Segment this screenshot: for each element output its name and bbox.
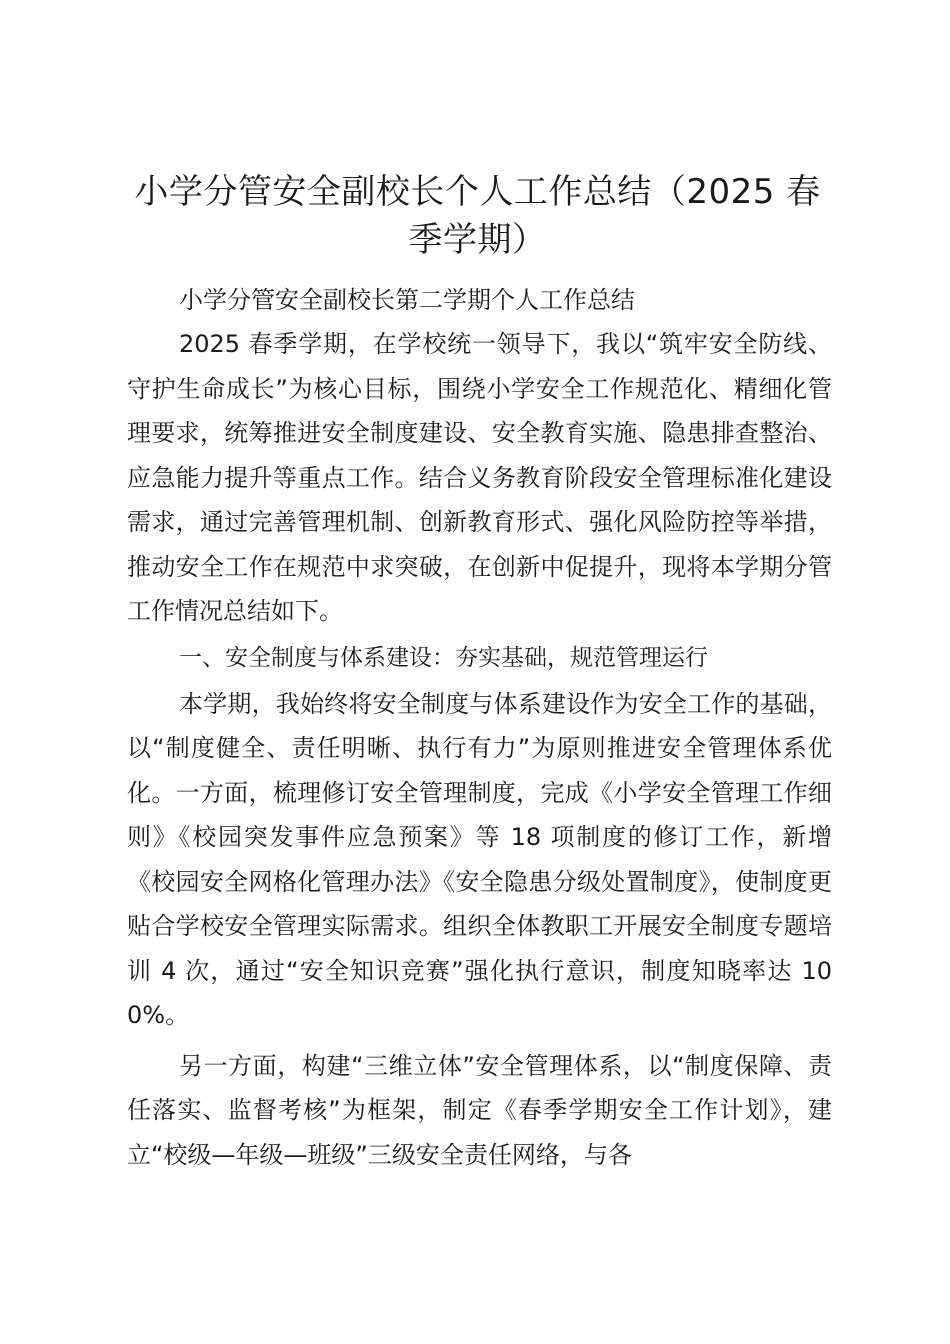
body-paragraph: 另一方面，构建“三维立体”安全管理体系，以“制度保障、责任落实、监督考核”为框架，制定《春季学期安全工作计划》，建立“校级—年级—班级”三级安全责任网络，与各 — [127, 1051, 832, 1169]
body-paragraph: 本学期，我始终将安全制度与体系建设作为安全工作的基础，以“制度健全、责任明晰、执行有力”为原则推进安全管理体系优化。一方面，梳理修订安全管理制度，完成《小学安全管理工作细则》《校园突发事件应急预案》等 18 项制度的修订工作，新增《校园安全网格化管理办法》《安全隐患分级处置制度》，使制度更贴合学校安全管理实际需求。组织全体教职工开展安全制度专题培训 4 次，通过“安全知识竞赛”强化执行意识，制度知晓率达 100%。 — [127, 689, 832, 1029]
section-heading: 一、安全制度与体系建设：夯实基础，规范管理运行 — [179, 644, 708, 671]
intro-paragraph: 2025 春季学期，在学校统一领导下，我以“筑牢安全防线、守护生命成长”为核心目标，围绕小学安全工作规范化、精细化管理要求，统筹推进安全制度建设、安全教育实施、隐患排查整治、应急能力提升等重点工作。结合义务教育阶段安全管理标准化建设需求，通过完善管理机制、创新教育形式、强化风险防控等举措，推动安全工作在规范中求突破，在创新中促提升，现将本学期分管工作情况总结如下。 — [127, 330, 832, 625]
document-title: 小学分管安全副校长个人工作总结（2025 春季学期） — [134, 172, 821, 260]
document-body — [127, 168, 832, 1177]
document-subtitle: 小学分管安全副校长第二学期个人工作总结 — [179, 286, 635, 314]
